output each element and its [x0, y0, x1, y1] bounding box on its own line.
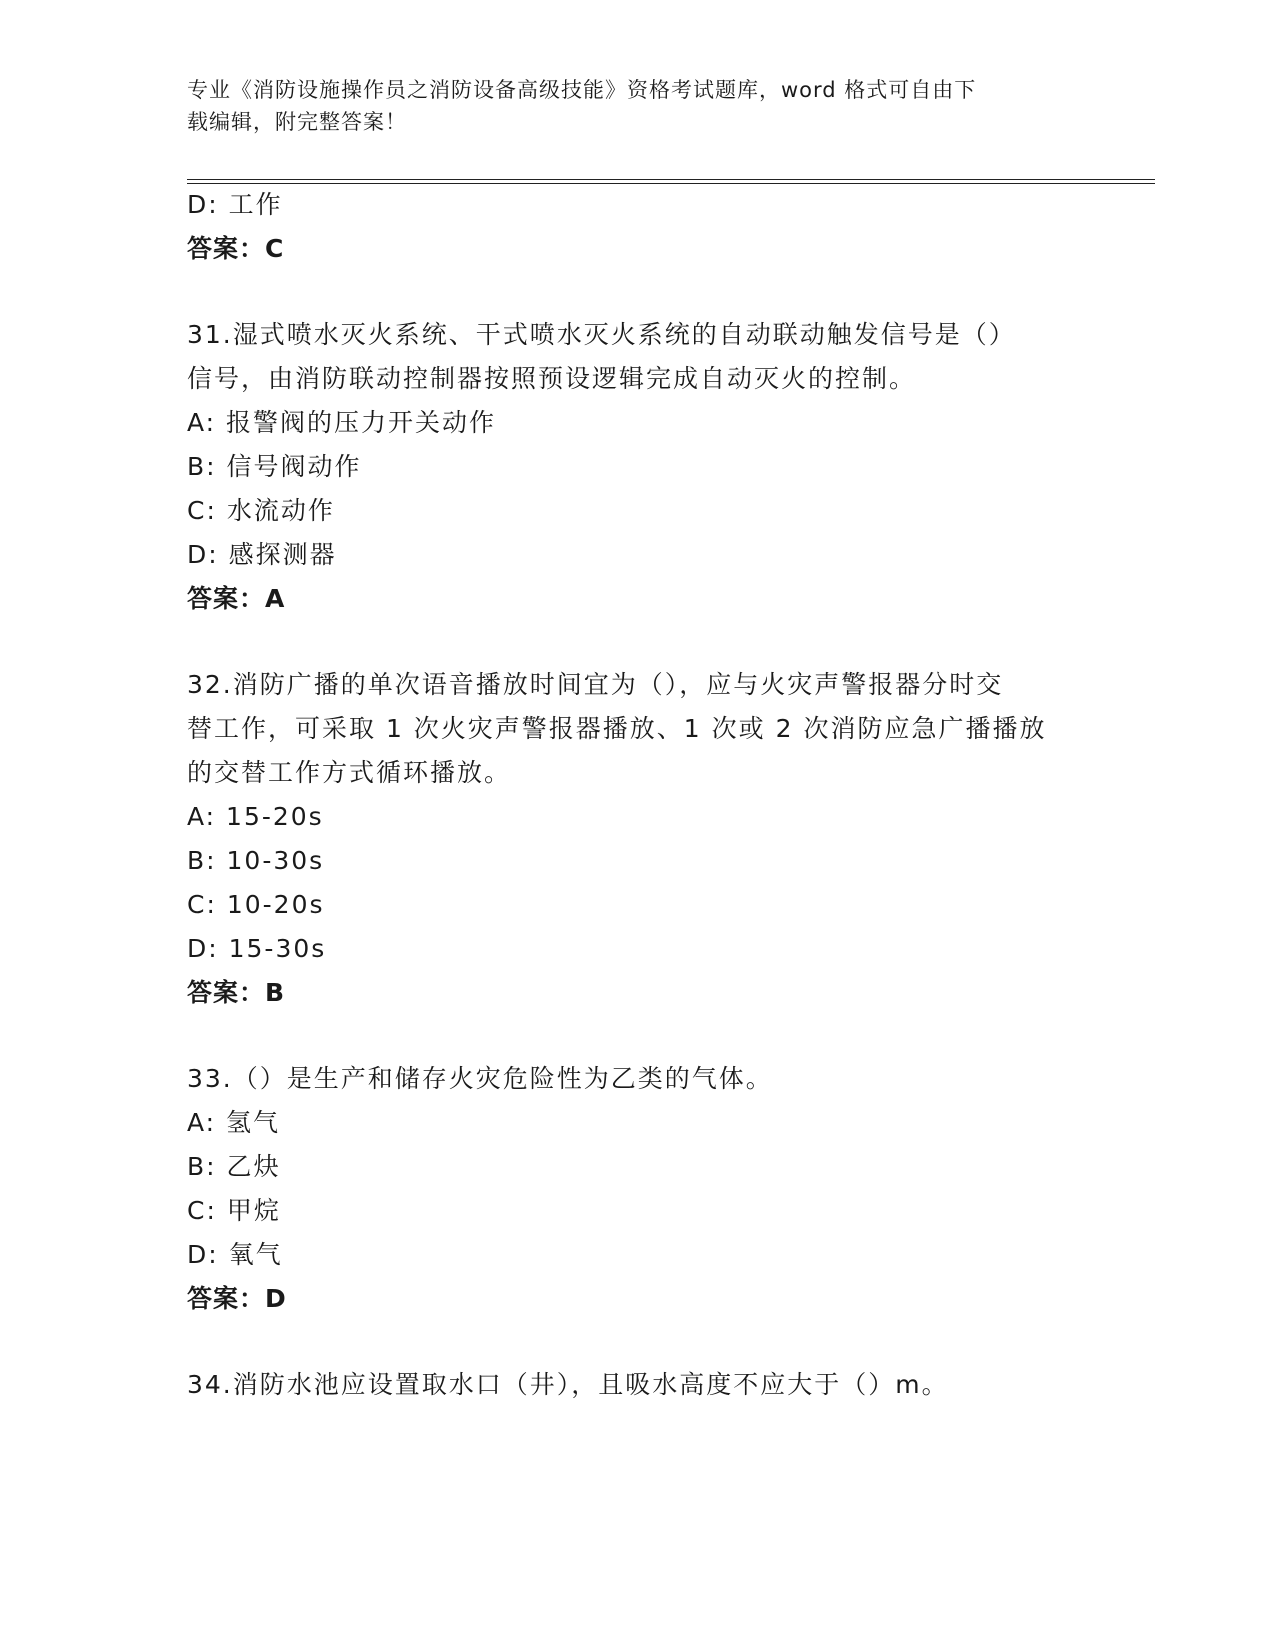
header-divider-top — [187, 179, 1155, 180]
prev-option-d: D: 工作 — [187, 190, 283, 219]
q31-stem-line-1: 31.湿式喷水灭火系统、干式喷水灭火系统的自动联动触发信号是（） — [187, 320, 1016, 349]
q33-option-c: C: 甲烷 — [187, 1196, 281, 1225]
q32-stem-line-1: 32.消防广播的单次语音播放时间宜为（），应与火灾声警报器分时交 — [187, 670, 1004, 699]
q31-option-b: B: 信号阀动作 — [187, 452, 362, 481]
q32-answer: 答案：B — [187, 978, 286, 1007]
q33-option-a: A: 氢气 — [187, 1108, 281, 1137]
q31-answer: 答案：A — [187, 584, 286, 613]
prev-answer: 答案：C — [187, 234, 285, 263]
q32-option-a: A: 15-20s — [187, 802, 324, 831]
q31-stem-line-2: 信号，由消防联动控制器按照预设逻辑完成自动灭火的控制。 — [187, 364, 917, 393]
q33-stem-line-1: 33.（）是生产和储存火灾危险性为乙类的气体。 — [187, 1064, 773, 1093]
q32-option-c: C: 10-20s — [187, 890, 325, 919]
document-header — [187, 74, 1067, 138]
q32-stem-line-2: 替工作，可采取 1 次火灾声警报器播放、1 次或 2 次消防应急广播播放 — [187, 714, 1047, 743]
q33-option-d: D: 氧气 — [187, 1240, 283, 1269]
q33-answer: 答案：D — [187, 1284, 287, 1313]
q32-stem-line-3: 的交替工作方式循环播放。 — [187, 758, 512, 787]
q34-stem-line-1: 34.消防水池应设置取水口（井），且吸水高度不应大于（）m。 — [187, 1370, 949, 1399]
q31-option-a: A: 报警阀的压力开关动作 — [187, 408, 497, 437]
q31-option-c: C: 水流动作 — [187, 496, 335, 525]
header-line-1: 专业《消防设施操作员之消防设备高级技能》资格考试题库，word 格式可自由下 — [187, 78, 977, 102]
q31-option-d: D: 感探测器 — [187, 540, 337, 569]
header-divider-bottom — [187, 183, 1155, 184]
q32-option-b: B: 10-30s — [187, 846, 325, 875]
header-line-2: 载编辑，附完整答案！ — [187, 110, 407, 134]
q32-option-d: D: 15-30s — [187, 934, 327, 963]
q33-option-b: B: 乙炔 — [187, 1152, 281, 1181]
